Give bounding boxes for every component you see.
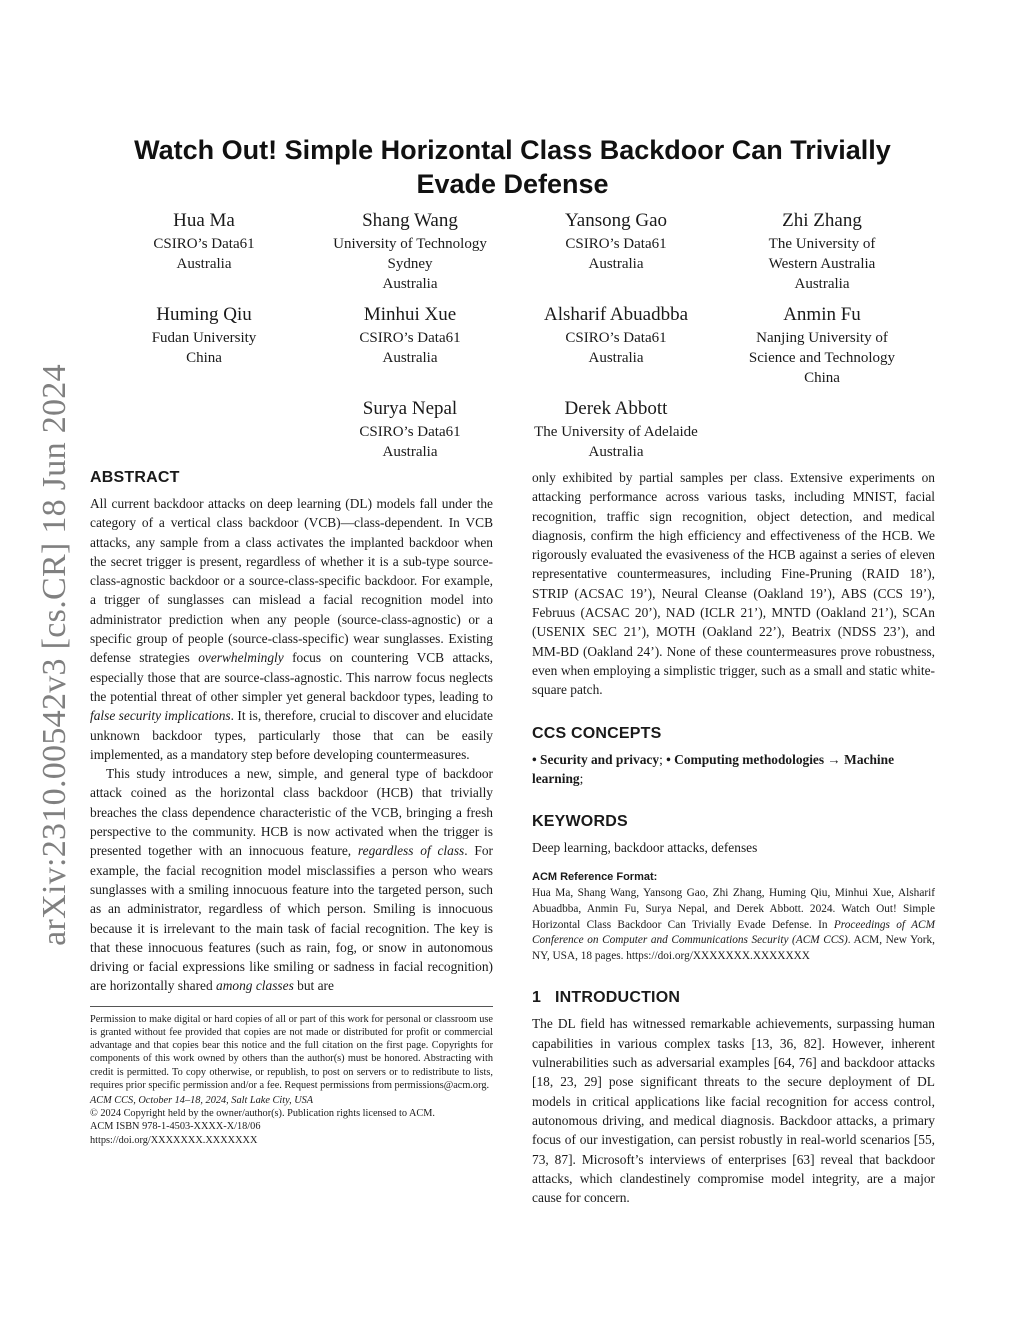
author-affiliation: The University of xyxy=(768,236,876,252)
abstract-heading: ABSTRACT xyxy=(90,469,180,486)
introduction-paragraph: The DL field has witnessed remarkable achievements, surpassing human capabilities in various complex tasks [13, 36, 82]. However, inherent vulnerabilities such as adversarial examples [64, 76] and backdoor attacks [18, 23, 29] pose significant threats to the secure deployment of DL models in critical applications like facial recognition for access control, autonomous driving, and medical diagnosis. Backdoor attacks, a primary focus of our investigation, can persist robustly in real-world scenarios [55, 73, 87]. Microsoft’s interviews of enterprises [63] reveal that backdoor attacks, which clandestinely compromise model integrity, are a major cause for concern. xyxy=(532,1016,935,1206)
acm-reference-tail: . ACM, New York, NY, USA, 18 pages. https://doi.org/XXXXXXX.XXXXXXX xyxy=(532,934,935,962)
author-block xyxy=(310,303,510,368)
abstract-text: This study introduces a new, simple, and general type of backdoor attack coined as the horizontal class backdoor (HCB) that trivially breaches the class dependence characteristic of the VCB, bringing a fresh perspective to the community. HCB is now activated when the trigger is presented together with an innocuous feature, xyxy=(90,766,493,859)
author-name: Alsharif Abuadbba xyxy=(543,304,689,325)
author-country: Australia xyxy=(588,444,644,460)
abstract-text: All current backdoor attacks on deep learning (DL) models fall under the category of a vertical class backdoor (VCB)—class-dependent. In VCB attacks, any sample from a class activates the implanted backdoor when the secret trigger is present, regardless of whether it is a sub-type source-class-agnostic backdoor or a source-class-specific backdoor. For example, a trigger of sunglasses can mislead a facial recognition model into administrator prediction when any people (source-class-agnostic) or a specific group of people (source-class-specific) wear sunglasses. Existing defense strategies xyxy=(90,496,493,666)
author-country: Australia xyxy=(382,276,438,292)
arxiv-identifier-stamp: arXiv:2310.00542v3 [cs.CR] 18 Jun 2024 xyxy=(36,364,73,946)
author-affiliation-line2: Western Australia xyxy=(768,256,876,272)
author-affiliation-line2: Sydney xyxy=(387,256,433,272)
author-name: Anmin Fu xyxy=(783,304,861,325)
conference-line: ACM CCS, October 14–18, 2024, Salt Lake City, USA xyxy=(90,1094,314,1106)
keywords-text: Deep learning, backdoor attacks, defenses xyxy=(532,840,758,856)
author-affiliation-line2: Science and Technology xyxy=(748,350,896,366)
abstract-text: . For example, the facial recognition model misclassifies a person who wears sunglasses with a smiling innocuous feature into the targeted person, such as an administrator, regardless of which person. Smiling is innocuous because it is irrelevant to the main task of facial recognition. The key is that these innocuous features (such as rain, fog, or snow in autonomous driving or facial expressions like smiling or sadness in facial recognition) are horizontally shared xyxy=(90,843,493,994)
abstract-text: focus on countering VCB attacks, especially those that are source-class-agnostic. This narrow focus neglects the potential threat of other simpler yet general backdoor types, leading to xyxy=(90,650,493,704)
author-affiliation: CSIRO’s Data61 xyxy=(565,236,667,252)
author-name: Hua Ma xyxy=(173,210,235,231)
keywords-heading: KEYWORDS xyxy=(532,813,628,831)
ccs-separator: ; xyxy=(659,751,667,767)
author-block xyxy=(310,397,510,462)
abstract-text: but are xyxy=(293,978,334,994)
permission-notice: Permission to make digital or hard copies of all or part of this work for personal or classroom use is granted without fee provided that copies are not made or distributed for profit or commercial advantage and that copies bear this notice and the full citation on the first page. Copyrights for components of this work owned by others than the author(s) must be honored. Abstracting with credit is permitted. To copy otherwise, or republish, to post on servers or to redistribute to lists, requires prior specific permission and/or a fee. Request permissions from permissions@acm.org. xyxy=(90,1013,493,1091)
author-block xyxy=(104,303,304,368)
isbn-line: ACM ISBN 978-1-4503-XXXX-X/18/06 xyxy=(90,1121,261,1133)
author-affiliation: The University of Adelaide xyxy=(534,424,698,440)
ccs-concept-2: • Computing methodologies → Machine learning xyxy=(532,751,895,786)
author-block xyxy=(104,209,304,274)
ccs-concepts-heading: CCS CONCEPTS xyxy=(532,724,662,742)
acm-reference-venue: Proceedings of ACM Conference on Computer and Communications Security (ACM CCS) xyxy=(532,918,935,947)
author-block xyxy=(310,209,510,294)
abstract-emphasis: among classes xyxy=(216,978,294,994)
doi-line: https://doi.org/XXXXXXX.XXXXXXX xyxy=(90,1134,258,1146)
author-affiliation: University of Technology xyxy=(333,236,487,252)
author-affiliation: CSIRO’s Data61 xyxy=(359,424,461,440)
author-block xyxy=(722,303,922,388)
copyright-line: © 2024 Copyright held by the owner/author(s). Publication rights licensed to ACM. xyxy=(90,1108,436,1120)
author-country: China xyxy=(186,350,222,366)
author-affiliation: CSIRO’s Data61 xyxy=(359,330,461,346)
author-block xyxy=(722,209,922,294)
paper-title: Watch Out! Simple Horizontal Class Backdoor Can Trivially Evade Defense xyxy=(134,135,891,199)
abstract-paragraph-1 xyxy=(90,494,493,764)
author-name: Zhi Zhang xyxy=(782,210,862,231)
author-country: Australia xyxy=(176,256,232,272)
abstract-emphasis: false security implications xyxy=(90,708,231,724)
introduction-heading: 1 INTRODUCTION xyxy=(532,989,681,1007)
author-country: Australia xyxy=(382,350,438,366)
acm-reference-heading: ACM Reference Format: xyxy=(532,871,658,884)
author-country: Australia xyxy=(382,444,438,460)
author-block xyxy=(516,209,716,274)
ccs-end: ; xyxy=(579,770,584,786)
abstract-emphasis: overwhelmingly xyxy=(198,650,284,666)
left-column xyxy=(90,468,493,1147)
author-name: Yansong Gao xyxy=(564,210,668,231)
author-country: China xyxy=(804,370,840,386)
author-affiliation: Fudan University xyxy=(151,330,257,346)
author-block xyxy=(516,397,716,462)
author-block xyxy=(516,303,716,368)
abstract-emphasis: regardless of class xyxy=(357,843,465,859)
acm-reference-authors: Hua Ma, Shang Wang, Yansong Gao, Zhi Zhang, Huming Qiu, Minhui Xue, Alsharif Abuadbba, Anmin Fu, Surya Nepal, and Derek Abbott. 2024. Watch Out! Simple Horizontal Class Backdoor Can Trivially Evade Defense. In xyxy=(532,887,935,931)
ccs-concepts-text xyxy=(532,750,935,789)
author-name: Surya Nepal xyxy=(362,398,458,419)
right-column xyxy=(532,468,935,1207)
author-country: Australia xyxy=(794,276,850,292)
author-affiliation: Nanjing University of xyxy=(756,330,888,346)
footnote-divider xyxy=(90,1006,493,1007)
author-country: Australia xyxy=(588,350,644,366)
author-name: Huming Qiu xyxy=(156,304,252,325)
author-country: Australia xyxy=(588,256,644,272)
author-name: Derek Abbott xyxy=(564,398,668,419)
abstract-paragraph-2 xyxy=(90,764,493,996)
acm-reference-text xyxy=(532,886,935,964)
author-name: Shang Wang xyxy=(362,210,458,231)
abstract-continuation: only exhibited by partial samples per class. Extensive experiments on attacking performance across various tasks, including MNIST, facial recognition, traffic sign recognition, object detection, and medical diagnosis, confirm the high efficiency and effectiveness of the HCB. We rigorously evaluated the evasiveness of the HCB against a series of eleven representative countermeasures, including Fine-Pruning (RAID 18’), STRIP (ACSAC 19’), Neural Cleanse (Oakland 19’), ABS (CCS 19’), Februus (ACSAC 20’), NAD (ICLR 21’), MNTD (Oakland 21’), SCAn (USENIX SEC 21’), MOTH (Oakland 22’), Beatrix (NDSS 23’), and MM-BD (Oakland 24’). None of these countermeasures prove robustness, even when employing a simplistic trigger, such as a small and static white-square patch. xyxy=(532,470,935,698)
abstract-text: . It is, therefore, crucial to discover and elucidate unknown backdoor types, particularly those that can be easily implemented, as a mandatory step before developing countermeasures. xyxy=(90,708,493,762)
ccs-concept-1: • Security and privacy xyxy=(532,751,660,767)
author-name: Minhui Xue xyxy=(363,304,457,325)
author-affiliation: CSIRO’s Data61 xyxy=(565,330,667,346)
author-affiliation: CSIRO’s Data61 xyxy=(153,236,255,252)
